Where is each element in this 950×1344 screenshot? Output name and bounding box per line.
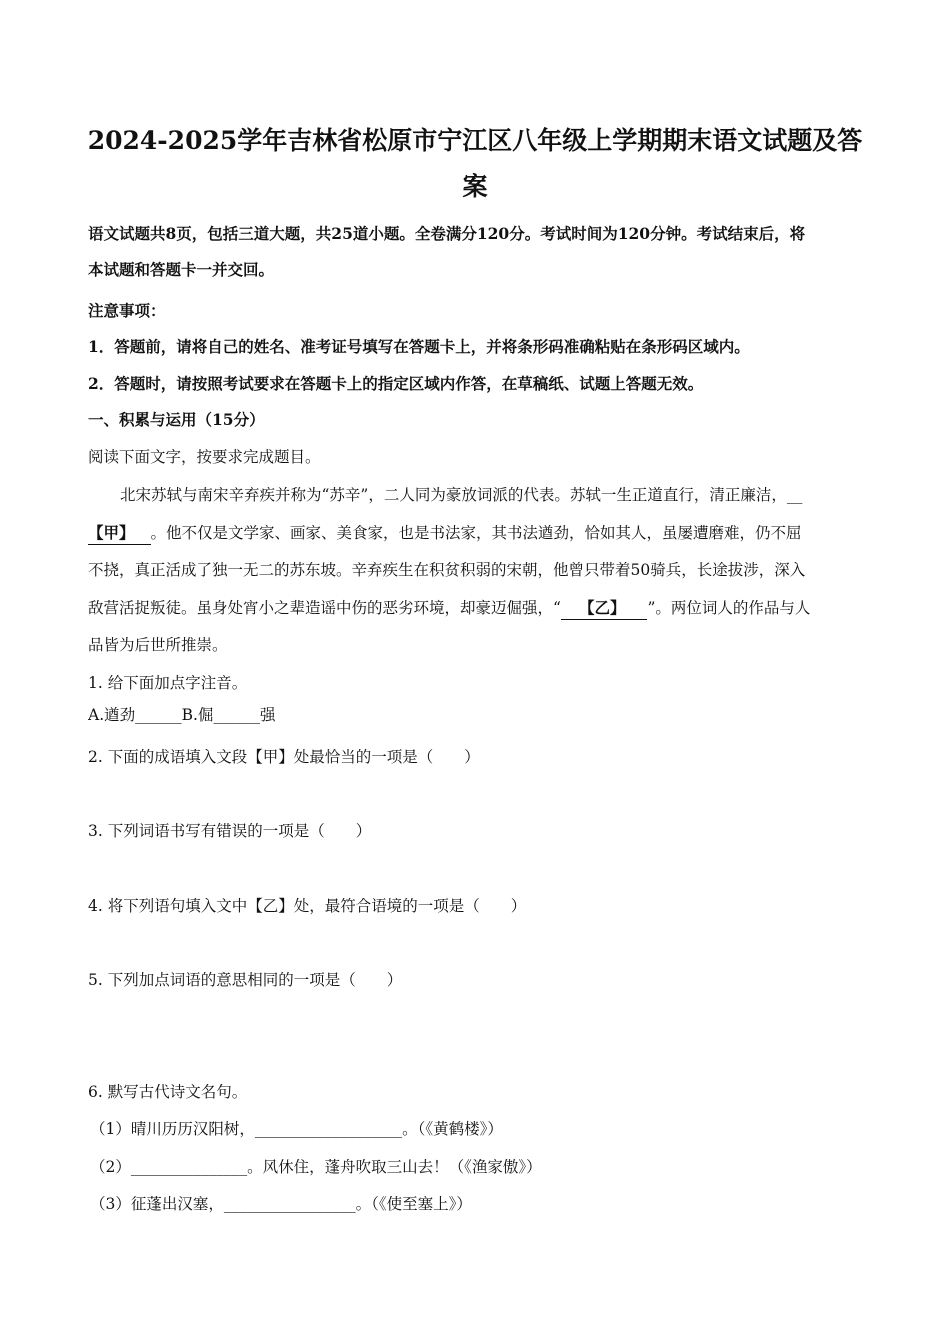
intro-line2: 本试题和答题卡一并交回。 [88, 260, 275, 279]
q5-stem: 5. 下列加点词语的意思相同的一项是（ ） [88, 971, 403, 989]
q1-items [88, 704, 868, 726]
notice-item-1: 1．答题前，请将自己的姓名、准考证号填写在答题卡上，并将条形码准确粘贴在条形码区域内。 [88, 337, 750, 356]
intro-line1: 语文试题共8页，包括三道大题，共25道小题。全卷满分120分。考试时间为120分钟。考试结束后，将 [88, 224, 806, 243]
q1-option-a: A.遒劲 [88, 706, 136, 724]
passage-line1 [120, 484, 870, 506]
section-instruction: 阅读下面文字，按要求完成题目。 [88, 448, 321, 466]
blank-jia: 【甲】 [88, 522, 151, 545]
q6-sentence-1: （1）晴川历历汉阳树，___________________。（《黄鹤楼》） [90, 1120, 503, 1138]
q6-stem: 6. 默写古代诗文名句。 [88, 1083, 248, 1101]
q4-stem: 4. 将下列语句填入文中【乙】处，最符合语境的一项是（ ） [88, 897, 527, 915]
q6-sentence-3: （3）征蓬出汉塞，_________________。（《使至塞上》） [90, 1195, 472, 1213]
q3-stem: 3. 下列词语书写有错误的一项是（ ） [88, 822, 372, 840]
notice-heading: 注意事项： [88, 301, 166, 320]
q1-option-b-tail: 强 [259, 706, 276, 724]
q6-sentence-2: （2）_______________。风休住，蓬舟吹取三山去！（《渔家傲》） [90, 1158, 542, 1176]
passage-text: 北宋苏轼与南宋辛弃疾并称为“苏辛”，二人同为豪放词派的代表。苏轼一生正道直行，清正廉洁， [120, 486, 787, 504]
q1-blank-a: ______ [135, 706, 182, 724]
blank-yi: 【乙】 [561, 597, 648, 620]
exam-title-line2: 案 [462, 172, 488, 201]
passage-line2 [88, 522, 868, 545]
passage-text: 。他不仅是文学家、画家、美食家，也是书法家，其书法遒劲，恰如其人，虽屡遭磨难，仍不屈 [150, 524, 802, 542]
passage-blank: __ [786, 486, 803, 504]
q2-stem: 2. 下面的成语填入文段【甲】处最恰当的一项是（ ） [88, 748, 480, 766]
passage-text: 敌营活捉叛徒。虽身处宵小之辈造谣中伤的恶劣环境，却豪迈倔强，“ [88, 599, 561, 617]
exam-title-line1: 2024-2025学年吉林省松原市宁江区八年级上学期期末语文试题及答 [87, 126, 863, 155]
passage-line3: 不挠，真正活成了独一无二的苏东坡。辛弃疾生在积贫积弱的宋朝，他曾只带着50骑兵，长途拔涉，深入 [88, 561, 806, 579]
section-heading: 一、积累与运用（15分） [88, 410, 265, 429]
passage-line5: 品皆为后世所推崇。 [88, 636, 228, 654]
passage-text: ”。两位词人的作品与人 [647, 599, 811, 617]
q1-blank-b: ______ [213, 706, 260, 724]
notice-item-2: 2．答题时，请按照考试要求在答题卡上的指定区域内作答，在草稿纸、试题上答题无效。 [88, 374, 704, 393]
q1-option-b: B.倔 [181, 706, 214, 724]
passage-line4 [88, 597, 868, 620]
q1-stem: 1. 给下面加点字注音。 [88, 674, 248, 692]
